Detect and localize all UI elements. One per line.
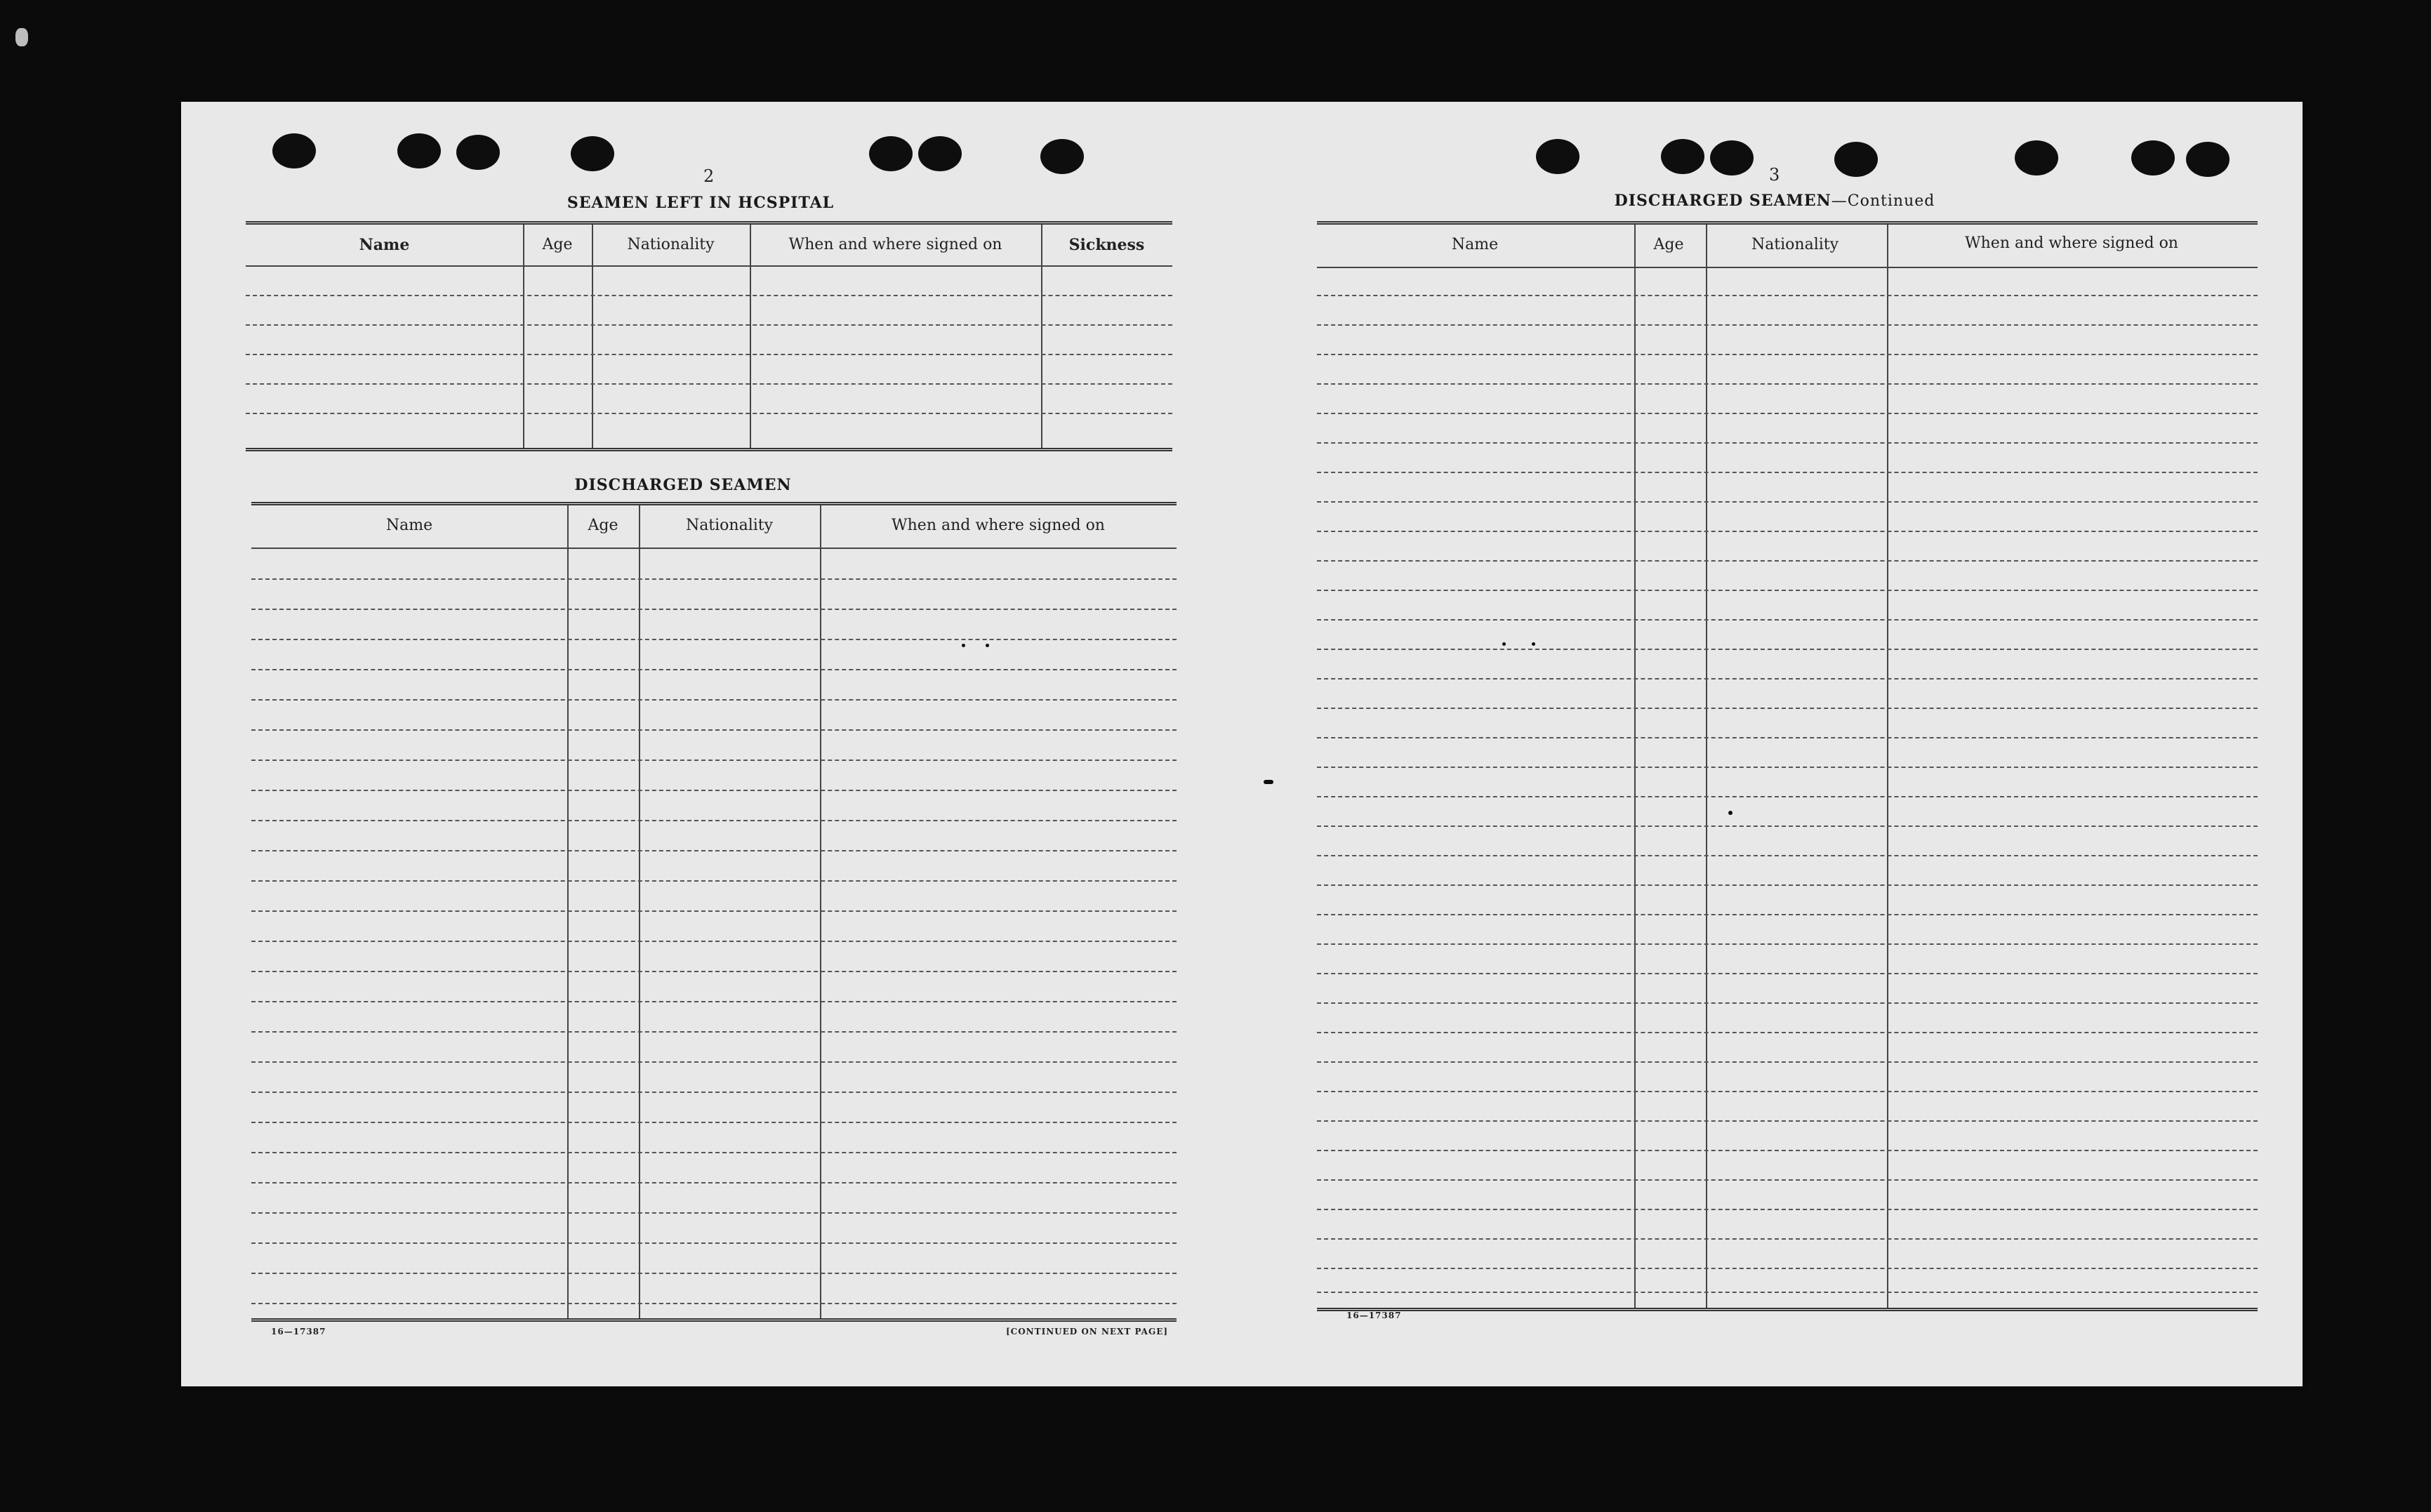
punch-hole [456,135,500,170]
row-line [1317,1091,2258,1092]
row-line [1317,914,2258,915]
punch-hole [571,136,614,171]
discharged-continued-title-main: DISCHARGED SEAMEN [1614,192,1831,210]
punch-hole [2015,140,2058,175]
row-line [1317,531,2258,532]
ink-speck [1728,811,1733,815]
punch-hole [272,133,316,168]
column-divider [1041,225,1042,448]
col-header-age: Age [1653,236,1684,253]
row-line [1317,1238,2258,1240]
continued-note: [CONTINUED ON NEXT PAGE] [1006,1327,1169,1337]
discharged-continued-suffix: —Continued [1831,192,1935,210]
row-line [1317,442,2258,444]
row-line [1317,472,2258,473]
col-header-name: Name [1451,236,1499,253]
column-divider [750,225,751,448]
discharged-continued-header [1317,225,2258,268]
row-line [251,971,1177,972]
row-line [251,699,1177,701]
row-line [1317,678,2258,679]
row-line [1317,825,2258,827]
row-line [251,1273,1177,1274]
row-line [246,413,1172,414]
row-line [251,1122,1177,1123]
punch-hole [869,136,913,171]
col-header-nationality: Nationality [685,517,774,534]
row-line [1317,383,2258,385]
row-line [251,1212,1177,1214]
column-divider [592,225,593,448]
hospital-section-title: SEAMEN LEFT IN HCSPITAL [567,194,835,212]
ink-speck [1264,780,1273,784]
row-line [1317,1002,2258,1004]
hospital-table-header [246,225,1172,267]
row-line [1317,324,2258,326]
punch-hole [397,133,441,168]
hospital-table [246,221,1172,451]
discharged-section-title: DISCHARGED SEAMEN [574,476,792,494]
right-page-number: 3 [1769,165,1780,185]
punch-hole [1661,139,1704,174]
row-line [1317,619,2258,621]
corner-speck [15,28,28,46]
row-line [1317,1179,2258,1181]
punch-hole [1834,142,1878,177]
row-line [251,760,1177,761]
row-line [1317,1061,2258,1063]
col-header-name: Name [359,236,410,254]
row-line [1317,413,2258,414]
row-line [1317,560,2258,562]
discharged-continued-title [1585,192,1964,210]
row-line [251,790,1177,791]
row-line [251,729,1177,731]
row-line [246,324,1172,326]
row-line [251,850,1177,851]
row-line [251,910,1177,912]
column-divider [639,505,640,1318]
row-line [251,1182,1177,1183]
left-page-number: 2 [703,166,715,186]
row-line [1317,1032,2258,1033]
row-line [251,1242,1177,1244]
row-line [1317,295,2258,296]
ink-speck [1502,642,1506,646]
col-header-name: Name [385,517,433,534]
column-divider [523,225,524,448]
row-line [251,880,1177,882]
right-form-code: 16—17387 [1346,1311,1402,1320]
punch-hole [1536,139,1579,174]
row-line [1317,1209,2258,1210]
row-line [251,820,1177,821]
col-header-age: Age [588,517,618,534]
column-divider [567,505,569,1318]
col-header-nationality: Nationality [627,236,715,253]
discharged-table-header [251,505,1177,549]
row-line [246,295,1172,296]
row-line [251,1092,1177,1093]
row-line [1317,855,2258,856]
col-header-signed-on: When and where signed on [788,236,1002,253]
row-line [1317,1292,2258,1293]
col-header-signed-on: When and where signed on [1965,234,2178,252]
row-line [1317,943,2258,945]
document-sheet [181,102,2303,1386]
discharged-continued-table [1317,221,2258,1311]
punch-hole [1710,140,1754,175]
ink-speck [962,644,965,647]
row-line [246,383,1172,385]
row-line [1317,737,2258,738]
col-header-nationality: Nationality [1751,236,1839,253]
row-line [251,1303,1177,1304]
row-line [1317,767,2258,768]
discharged-table [251,502,1177,1322]
row-line [251,639,1177,640]
row-line [251,1001,1177,1002]
col-header-signed-on: When and where signed on [892,517,1105,534]
row-line [251,1031,1177,1033]
left-form-code: 16—17387 [271,1327,326,1337]
punch-hole [2186,142,2230,177]
row-line [1317,708,2258,709]
row-line [251,1152,1177,1153]
row-line [1317,973,2258,974]
row-line [1317,354,2258,355]
row-line [1317,501,2258,503]
row-line [1317,1150,2258,1151]
row-line [1317,1268,2258,1269]
col-header-age: Age [542,236,573,253]
punch-hole [1040,139,1084,174]
row-line [1317,590,2258,591]
ink-speck [1532,642,1535,646]
row-line [251,1061,1177,1063]
row-line [1317,1120,2258,1122]
row-line [1317,796,2258,797]
row-line [251,609,1177,610]
punch-hole [2131,140,2175,175]
row-line [1317,884,2258,886]
col-header-sickness: Sickness [1068,236,1145,254]
column-divider [820,505,821,1318]
row-line [251,669,1177,670]
ink-speck [986,644,989,647]
row-line [1317,649,2258,650]
punch-hole [918,136,962,171]
row-line [251,578,1177,580]
row-line [251,941,1177,942]
row-line [246,354,1172,355]
